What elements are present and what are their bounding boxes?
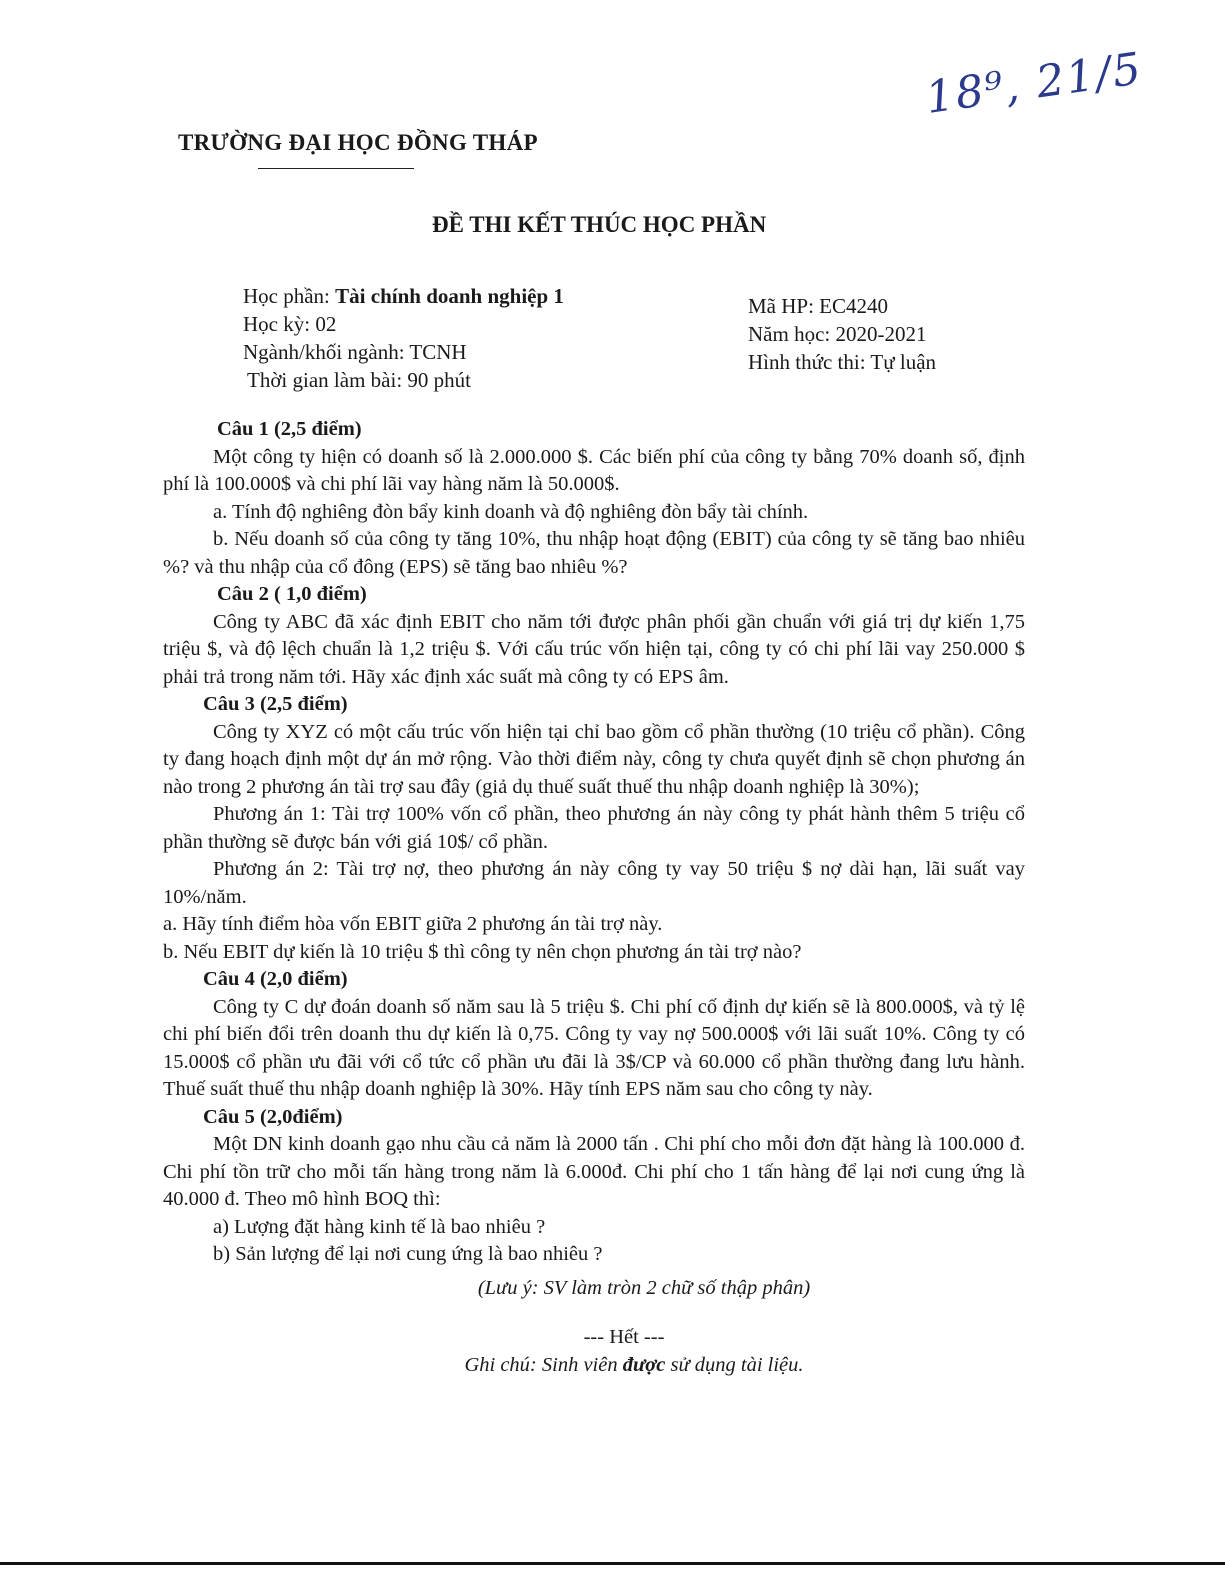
footnote (163, 1352, 1025, 1380)
course-line (243, 282, 564, 310)
exam-body (163, 416, 1025, 1379)
question-4-text: Công ty C dự đoán doanh số năm sau là 5 triệu $. Chi phí cố định dự kiến sẽ là 800.000$, và tỷ lệ chi phí biến đổi trên doanh thu dự kiến là 0,75. Công ty vay nợ 500.000$ với lãi suất 10%. Công ty có 15.000$ cổ phần ưu đãi với cổ tức cổ phần ưu đãi là 3$/CP và 60.000 cổ phần thường đang lưu hành. Thuế suất thuế thu nhập doanh nghiệp là 30%. Hãy tính EPS năm sau cho công ty này. (163, 995, 1025, 1100)
question-3-option-1: Phương án 1: Tài trợ 100% vốn cổ phần, theo phương án này công ty phát hành thêm 5 triệu cổ phần thường sẽ được bán với giá 10$/ cổ phần. (163, 803, 1025, 853)
school-year: Năm học: 2020-2021 (748, 322, 927, 346)
rounding-note: (Lưu ý: SV làm tròn 2 chữ số thập phân) (477, 1276, 811, 1299)
question-1-part-b: b. Nếu doanh số của công ty tăng 10%, thu nhập hoạt động (EBIT) của công ty sẽ tăng bao nhiêu %? và thu nhập của cổ đông (EPS) sẽ tăng bao nhiêu %? (163, 528, 1025, 578)
question-3-title: Câu 3 (2,5 điểm) (203, 693, 348, 715)
exam-meta-right (748, 292, 936, 376)
question-3-part-b: b. Nếu EBIT dự kiến là 10 triệu $ thì công ty nên chọn phương án tài trợ nào? (163, 940, 802, 963)
course-label: Học phần: (243, 284, 336, 308)
end-mark: --- Hết --- (583, 1326, 665, 1348)
question-4-title: Câu 4 (2,0 điểm) (203, 968, 348, 990)
question-3-text: Công ty XYZ có một cấu trúc vốn hiện tại chỉ bao gồm cổ phần thường (10 triệu cổ phần). Công ty đang hoạch định một dự án mở rộng. Vào thời điểm này, công ty chưa quyết định sẽ chọn phương án nào trong 2 phương án tài trợ sau đây (giả dụ thuế suất thuế thu nhập doanh nghiệp là 30%); (163, 720, 1025, 798)
question-1-part-a: a. Tính độ nghiêng đòn bẩy kinh doanh và độ nghiêng đòn bẩy tài chính. (213, 500, 809, 523)
exam-format: Hình thức thi: Tự luận (748, 350, 937, 374)
question-5-text: Một DN kinh doanh gạo nhu cầu cả năm là 2000 tấn . Chi phí cho mỗi đơn đặt hàng là 100.000 đ. Chi phí tồn trữ cho mỗi tấn hàng trong năm là 6.000đ. Chi phí cho 1 tấn hàng để lại nơi cung ứng là 40.000 đ. Theo mô hình BOQ thì: (163, 1133, 1025, 1210)
question-1-text: Một công ty hiện có doanh số là 2.000.000 $. Các biến phí của công ty bằng 70% doanh số, định phí là 100.000$ và chi phí lãi vay hàng năm là 50.000$. (163, 445, 1025, 495)
question-5-title: Câu 5 (2,0điểm) (203, 1105, 343, 1128)
major: Ngành/khối ngành: TCNH (243, 340, 467, 364)
scan-bottom-edge (0, 1562, 1225, 1565)
school-underline (258, 168, 414, 169)
exam-title: ĐỀ THI KẾT THÚC HỌC PHẦN (432, 212, 767, 237)
footnote-bold: được (622, 1353, 666, 1376)
semester: Học kỳ: 02 (243, 312, 337, 336)
question-3-option-2: Phương án 2: Tài trợ nợ, theo phương án này công ty vay 50 triệu $ nợ dài hạn, lãi suất vay 10%/năm. (163, 858, 1025, 908)
course-code: Mã HP: EC4240 (748, 294, 889, 318)
question-2-title: Câu 2 ( 1,0 điểm) (217, 583, 367, 605)
duration: Thời gian làm bài: 90 phút (247, 368, 471, 392)
course-value: Tài chính doanh nghiệp 1 (335, 284, 564, 308)
school-name: TRƯỜNG ĐẠI HỌC ĐỒNG THÁP (178, 130, 538, 155)
question-1-title: Câu 1 (2,5 điểm) (217, 418, 362, 440)
question-3-part-a: a. Hãy tính điểm hòa vốn EBIT giữa 2 phương án tài trợ này. (163, 913, 663, 935)
exam-meta-left (243, 282, 564, 394)
question-2-text: Công ty ABC đã xác định EBIT cho năm tới được phân phối gần chuẩn với giá trị dự kiến 1,75 triệu $, và độ lệch chuẩn là 1,2 triệu $. Với cấu trúc vốn hiện tại, công ty có chi phí lãi vay 250.000 $ phải trả trong năm tới. Hãy xác định xác suất mà công ty có EPS âm. (163, 610, 1025, 688)
handwritten-mark: 18⁹, 21/5 (922, 43, 1146, 124)
footnote-prefix: Ghi chú: Sinh viên (464, 1353, 623, 1376)
question-5-part-b: b) Sản lượng để lại nơi cung ứng là bao nhiêu ? (213, 1243, 603, 1265)
question-5-part-a: a) Lượng đặt hàng kinh tế là bao nhiêu ? (213, 1215, 546, 1238)
footnote-suffix: sử dụng tài liệu. (665, 1353, 804, 1376)
